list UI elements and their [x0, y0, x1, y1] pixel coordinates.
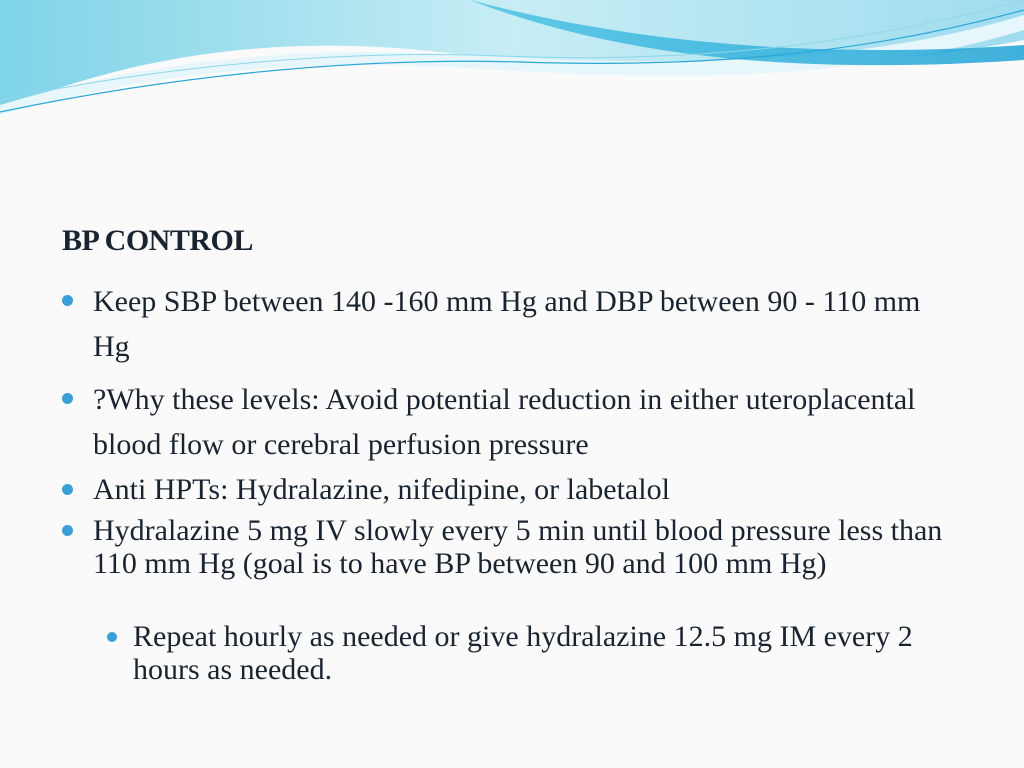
bullet-text: Hydralazine 5 mg IV slowly every 5 min until blood pressure less than 110 mm Hg (goal is to have BP between 90 and 100 mm Hg) [93, 514, 943, 580]
bullet-dot-icon [62, 393, 73, 404]
bullet-dot-icon [62, 295, 73, 306]
slide-heading: BP CONTROL [62, 224, 253, 257]
bullet-item [93, 470, 953, 510]
sub-bullet-text: Repeat hourly as needed or give hydralazine 12.5 mg IM every 2 hours as needed. [133, 620, 913, 686]
bullet-item [93, 514, 953, 580]
sub-bullet-dot-icon [107, 632, 117, 642]
bullet-text: Keep SBP between 140 -160 mm Hg and DBP between 90 - 110 mm Hg [93, 285, 921, 363]
bullet-dot-icon [62, 484, 73, 495]
header-wave-decoration [0, 0, 1024, 120]
sub-bullet-item [133, 620, 953, 686]
bullet-item [93, 279, 953, 369]
bullet-item [93, 377, 953, 467]
bullet-dot-icon [62, 525, 73, 536]
bullet-text: ?Why these levels: Avoid potential reduction in either uteroplacental blood flow or cerebral perfusion pressure [93, 383, 916, 461]
bullet-text: Anti HPTs: Hydralazine, nifedipine, or labetalol [93, 473, 670, 506]
